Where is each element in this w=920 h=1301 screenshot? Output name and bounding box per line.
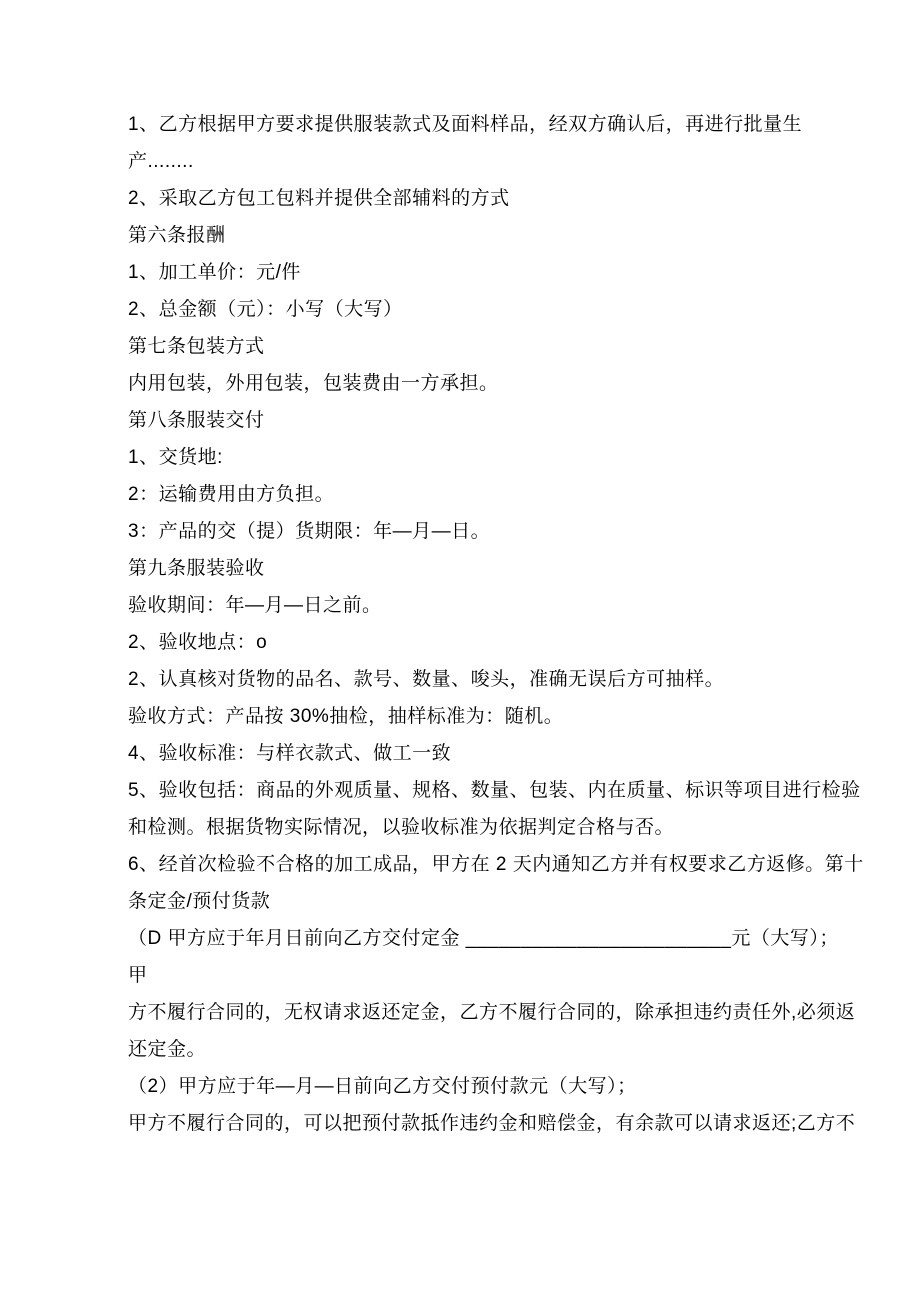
text-line: （D 甲方应于年月日前向乙方交付定金 ________________________元（大写）； bbox=[128, 928, 839, 949]
text-line: 还定金。 bbox=[128, 1039, 207, 1060]
text-line: 4、验收标准：与样衣款式、做工一致 bbox=[128, 743, 452, 764]
text-line: 2：运输费用由方负担。 bbox=[128, 484, 335, 505]
text-line: 甲 bbox=[128, 965, 148, 986]
text-line: 5、验收包括：商品的外观质量、规格、数量、包装、内在质量、标识等项目进行检验 bbox=[128, 780, 861, 801]
text-line: 甲方不履行合同的，可以把预付款抵作违约金和赔偿金，有余款可以请求返还;乙方不 bbox=[128, 1113, 856, 1134]
text-line: 2、认真核对货物的品名、款号、数量、唆头，准确无误后方可抽样。 bbox=[128, 669, 725, 690]
text-line: 2、总金额（元）：小写（大写） bbox=[128, 299, 403, 320]
document-text bbox=[128, 106, 864, 1142]
text-line: 和检测。根据货物实际情况，以验收标准为依据判定合格与否。 bbox=[128, 817, 675, 838]
text-line: 2、采取乙方包工包料并提供全部辅料的方式 bbox=[128, 188, 510, 209]
text-line: 条定金/预付货款 bbox=[128, 891, 271, 912]
text-line: 1、加工单价：元/件 bbox=[128, 262, 301, 283]
text-line: 产........ bbox=[128, 151, 194, 172]
text-line: （2）甲方应于年—月—日前向乙方交付预付款元（大写）； bbox=[128, 1076, 637, 1097]
text-line: 1、交货地: bbox=[128, 447, 223, 468]
text-line: 第八条服装交付 bbox=[128, 410, 265, 431]
text-line: 1、乙方根据甲方要求提供服装款式及面料样品，经双方确认后，再进行批量生 bbox=[128, 114, 803, 135]
text-line: 6、经首次检验不合格的加工成品，甲方在 2 天内通知乙方并有权要求乙方返修。第十 bbox=[128, 854, 864, 875]
text-line: 验收期间：年—月—日之前。 bbox=[128, 595, 382, 616]
text-line: 第六条报酬 bbox=[128, 225, 226, 246]
text-line: 2、验收地点：o bbox=[128, 632, 268, 653]
text-line: 验收方式：产品按 30%抽检，抽样标准为：随机。 bbox=[128, 706, 564, 727]
text-line: 3：产品的交（提）货期限：年—月—日。 bbox=[128, 521, 491, 542]
text-line: 方不履行合同的，无权请求返还定金，乙方不履行合同的，除承担违约责任外,必须返 bbox=[128, 1002, 856, 1023]
text-line: 第九条服装验收 bbox=[128, 558, 265, 579]
text-line: 内用包装，外用包装，包装费由一方承担。 bbox=[128, 373, 499, 394]
text-line: 第七条包装方式 bbox=[128, 336, 265, 357]
